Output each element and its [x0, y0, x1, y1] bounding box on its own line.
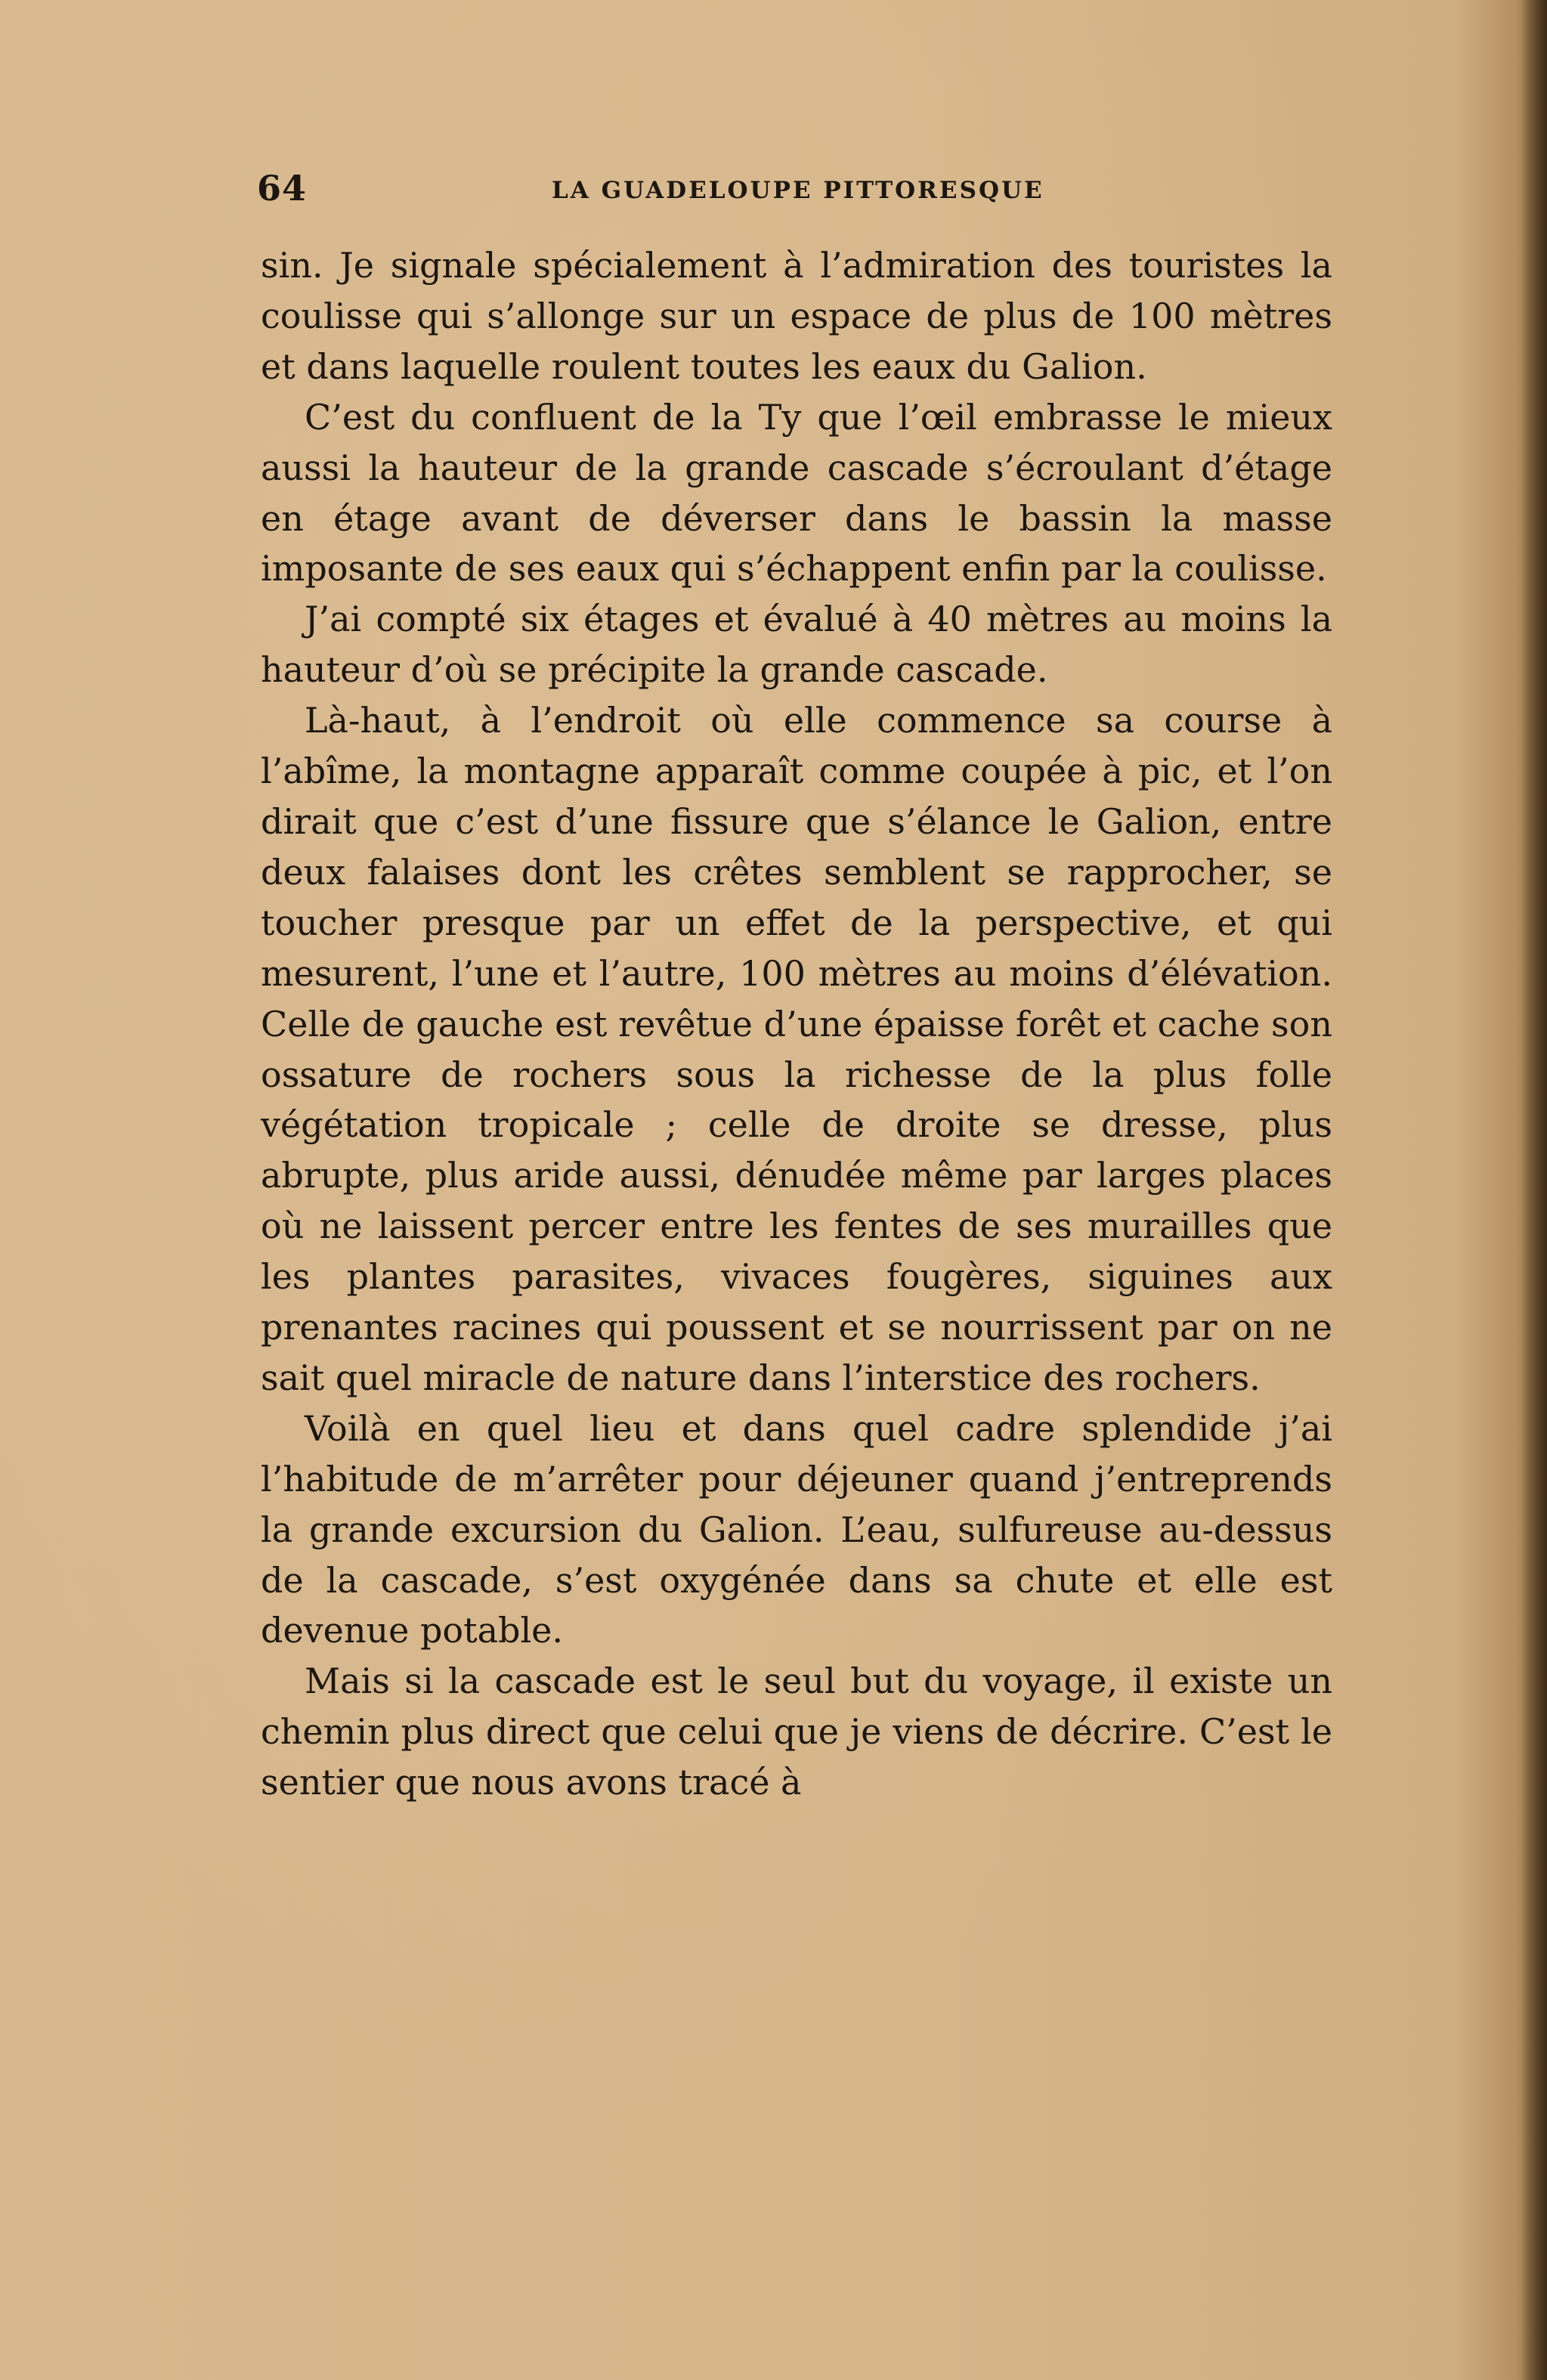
- paragraph-1: sin. Je signale spécialement à l’admiration des touristes la coulisse qui s’allonge sur un espace de plus de 100 mètres et dans laquelle roulent toutes les eaux du Galion.: [261, 245, 1332, 387]
- page-edge-shadow: [1521, 0, 1547, 2380]
- paragraph-3: J’ai compté six étages et évalué à 40 mètres au moins la hauteur d’où se précipite la grande cascade.: [261, 599, 1332, 691]
- page-header: [257, 168, 1330, 213]
- running-head: LA GUADELOUPE PITTORESQUE: [552, 177, 1044, 204]
- page-number: 64: [257, 168, 308, 209]
- paragraph-5: Voilà en quel lieu et dans quel cadre splendide j’ai l’habitude de m’arrêter pour déjeuner quand j’entreprends la grande excursion du Galion. L’eau, sulfureuse au-dessus de la cascade, s’est oxygénée dans sa chute et elle est devenue potable.: [261, 1407, 1332, 1651]
- paragraph-6: Mais si la cascade est le seul but du voyage, il existe un chemin plus direct que celui que je viens de décrire. C’est le sentier que nous avons tracé à: [261, 1660, 1332, 1803]
- paragraph-2: C’est du confluent de la Ty que l’œil embrasse le mieux aussi la hauteur de la grande cascade s’écroulant d’étage en étage avant de déverser dans le bassin la masse imposante de ses eaux qui s’échappent enfin par la coulisse.: [261, 396, 1332, 590]
- paragraph-4: Là-haut, à l’endroit où elle commence sa course à l’abîme, la montagne apparaît comme coupée à pic, et l’on dirait que c’est d’une fissure que s’élance le Galion, entre deux falaises dont les crêtes semblent se rapprocher, se toucher presque par un effet de la perspective, et qui mesurent, l’une et l’autre, 100 mètres au moins d’élévation. Celle de gauche est revêtue d’une épaisse forêt et cache son ossature de rochers sous la richesse de la plus folle végétation tropicale ; celle de droite se dresse, plus abrupte, plus aride aussi, dénudée même par larges places où ne laissent percer entre les fentes de ses murailles que les plantes parasites, vivaces fougères, siguines aux prenantes racines qui poussent et se nourrissent par on ne sait quel miracle de nature dans l’interstice des rochers.: [261, 700, 1332, 1398]
- body-text: [261, 240, 1332, 1808]
